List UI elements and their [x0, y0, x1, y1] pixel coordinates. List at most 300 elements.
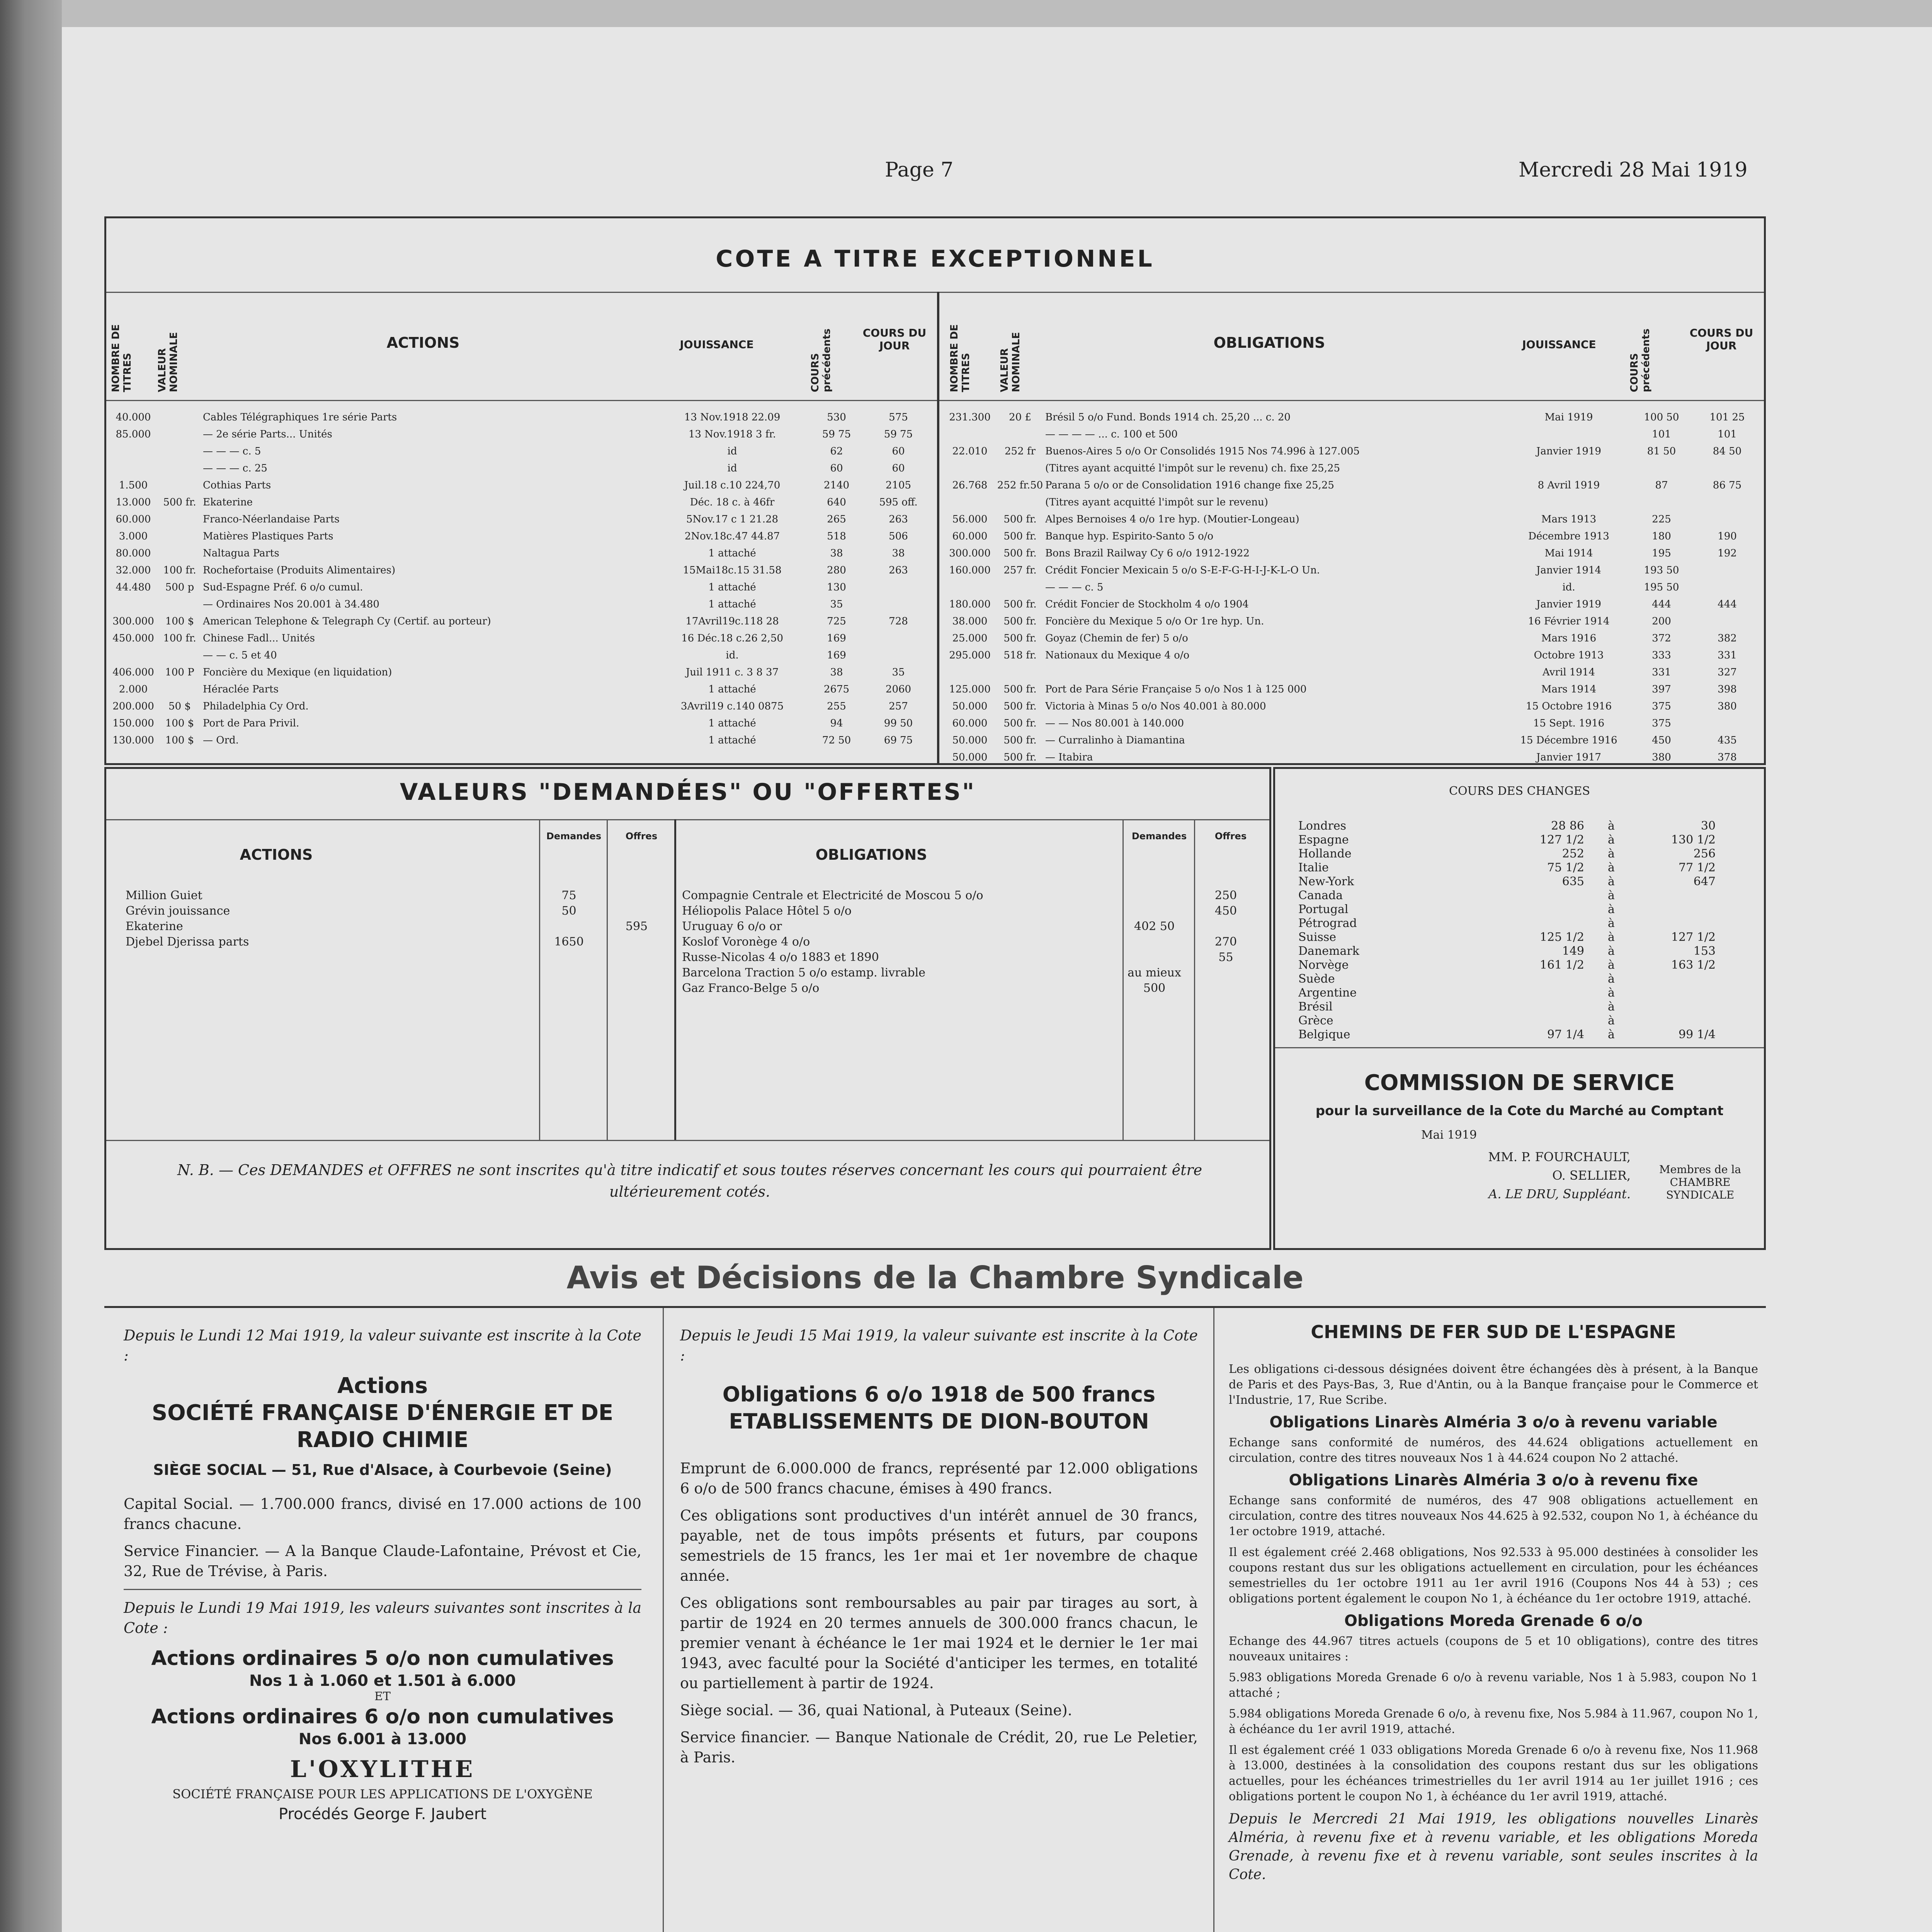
- header-cours-precedents: COURS précédents: [810, 328, 833, 392]
- oblig-cell: 450: [1652, 735, 1671, 746]
- dem-oblig-row: [682, 951, 1265, 966]
- demandes-actions-head: ACTIONS: [240, 846, 313, 863]
- change-row: [1298, 958, 1743, 972]
- action-cell: 257: [889, 701, 908, 712]
- commission-title: COMMISSION DE SERVICE: [1364, 1070, 1675, 1095]
- change-row: [1298, 1014, 1743, 1028]
- oblig-cell: 101: [1652, 429, 1671, 440]
- oblig-cell: 380: [1718, 701, 1737, 712]
- change-a: à: [1608, 1014, 1615, 1027]
- action-cell: 265: [827, 514, 846, 525]
- change-high: 153: [1693, 944, 1716, 958]
- dem-oblig-name: Barcelona Traction 5 o/o estamp. livrable: [682, 966, 925, 980]
- oblig-row: [945, 650, 1764, 667]
- dem-action-name: Ekaterine: [126, 920, 183, 933]
- dion-siege: Siège social. — 36, quai National, à Puteaux (Seine).: [680, 1702, 1072, 1719]
- action-cell: 1.500: [119, 480, 148, 491]
- change-a: à: [1608, 1028, 1615, 1041]
- oblig-cell: Mai 1919: [1544, 412, 1593, 423]
- oblig-cell: 15 Décembre 1916: [1520, 735, 1617, 746]
- action-cell: 60: [892, 446, 905, 457]
- action-cell: Juil.18 c.10 224,70: [684, 480, 781, 491]
- oblig-cell: 180.000: [949, 599, 991, 610]
- oblig-cell: 60.000: [952, 531, 988, 542]
- change-low: 635: [1562, 875, 1584, 888]
- oblig-cell: Mars 1916: [1541, 633, 1597, 644]
- demandes-col-offres: Offres: [625, 831, 658, 842]
- action-cell: 100 fr.: [163, 565, 196, 576]
- action-row: [110, 633, 933, 650]
- chemins-p4: Il est également créé 2.468 obligations, Nos 92.533 à 95.000 destinées à consolider les coupons restant dus sur les obligations actuellement en circulation, pour les échéances semestrielles du 1er octobre 1911 au 1er avril 1916 (Coupons Nos 44 à 53) ; ces obligations portent également le coupon No 1, à échéance du 1er octobre 1919, attaché.: [1229, 1546, 1758, 1605]
- change-row: [1298, 833, 1743, 847]
- oblig-cell: 15 Octobre 1916: [1526, 701, 1612, 712]
- action-cell: 1 attaché: [708, 735, 756, 746]
- action-cell: 62: [830, 446, 843, 457]
- change-row: [1298, 986, 1743, 1000]
- action-cell: 35: [830, 599, 843, 610]
- action-cell: 16 Déc.18 c.26 2,50: [681, 633, 783, 644]
- action-cell: id: [727, 463, 737, 474]
- dem-oblig-name: Compagnie Centrale et Electricité de Moscou 5 o/o: [682, 889, 983, 902]
- action-cell: 406.000: [112, 667, 154, 678]
- action-cell: 200.000: [112, 701, 154, 712]
- dem-oblig-demande: au mieux: [1128, 966, 1181, 980]
- action-cell: 60: [892, 463, 905, 474]
- change-a: à: [1608, 819, 1615, 833]
- dem-action-row: [126, 935, 674, 951]
- change-a: à: [1608, 930, 1615, 944]
- action-cell: 2.000: [119, 684, 148, 695]
- energie-siege: SIÈGE SOCIAL — 51, Rue d'Alsace, à Courbevoie (Seine): [153, 1461, 612, 1478]
- oblig-cell: 378: [1718, 752, 1737, 763]
- change-row: [1298, 847, 1743, 861]
- oblig-cell: Victoria à Minas 5 o/o Nos 40.001 à 80.000: [1045, 701, 1266, 712]
- action-cell: 100 $: [165, 616, 194, 627]
- action-cell: 5Nov.17 c 1 21.28: [686, 514, 779, 525]
- oblig-cell: Mars 1914: [1541, 684, 1597, 695]
- cote-title: COTE A TITRE EXCEPTIONNEL: [716, 245, 1155, 272]
- dion-head2: ETABLISSEMENTS DE DION-BOUTON: [729, 1409, 1149, 1434]
- demandes-actions-list: [126, 889, 674, 951]
- oblig-cell: — — — c. 5: [1045, 582, 1104, 593]
- action-cell: 40.000: [116, 412, 151, 423]
- action-cell: Franco-Néerlandaise Parts: [203, 514, 340, 525]
- oblig-cell: 252 fr.50: [997, 480, 1043, 491]
- action-cell: Naltagua Parts: [203, 548, 279, 559]
- action-cell: 32.000: [116, 565, 151, 576]
- oblig-cell: 50.000: [952, 752, 988, 763]
- header-cours-jour: COURS DU JOUR: [862, 327, 927, 352]
- demandes-box: [104, 767, 1271, 1250]
- oblig-row: [945, 735, 1764, 752]
- energie-service: Service Financier. — A la Banque Claude-Lafontaine, Prévost et Cie, 32, Rue de Trévise, à Paris.: [124, 1543, 641, 1580]
- page-date: Mercredi 28 Mai 1919: [1519, 158, 1748, 182]
- action-cell: 150.000: [112, 718, 154, 729]
- change-low: 127 1/2: [1539, 833, 1584, 847]
- action-cell: 50 $: [168, 701, 191, 712]
- dem-action-name: Grévin jouissance: [126, 904, 230, 918]
- action-cell: Ekaterine: [203, 497, 253, 508]
- obligations-table: [945, 412, 1764, 769]
- demandes-oblig-demandes: Demandes: [1131, 831, 1187, 842]
- commission-month: Mai 1919: [1421, 1128, 1477, 1142]
- oxylithe-act1: Actions ordinaires 5 o/o non cumulatives: [151, 1647, 614, 1670]
- oblig-cell: 86 75: [1713, 480, 1742, 491]
- oblig-cell: 84 50: [1713, 446, 1742, 457]
- dem-action-demande: 75: [561, 889, 577, 902]
- oblig-row: [945, 616, 1764, 633]
- oblig-cell: 180: [1652, 531, 1671, 542]
- oblig-cell: 500 fr.: [1003, 548, 1037, 559]
- energie-capital: Capital Social. — 1.700.000 francs, divisé en 17.000 actions de 100 francs chacune.: [124, 1495, 641, 1532]
- avis-col-chemins-de-fer: [1229, 1321, 1758, 1891]
- oblig-cell: Janvier 1914: [1536, 565, 1601, 576]
- action-cell: 500 fr.: [163, 497, 196, 508]
- action-row: [110, 429, 933, 446]
- chemins-p8: Il est également créé 1 033 obligations Moreda Grenade 6 o/o à revenu fixe, Nos 11.968 à 13.000, destinées à la consolidation des coupons restant dus sur les obligations actuelles, pour les échéances trimestrielles du 1er avril 1914 au 1er juillet 1916 ; ces obligations portent le coupon No 1, à échéance du 1er avril 1919, attaché.: [1229, 1743, 1758, 1803]
- action-row: [110, 514, 933, 531]
- action-row: [110, 701, 933, 718]
- change-country: Espagne: [1298, 833, 1349, 847]
- action-cell: Port de Para Privil.: [203, 718, 299, 729]
- action-cell: 3Avril19 c.140 0875: [680, 701, 784, 712]
- dem-action-row: [126, 920, 674, 935]
- action-row: [110, 684, 933, 701]
- oblig-cell: 22.010: [952, 446, 988, 457]
- change-row: [1298, 917, 1743, 930]
- oblig-cell: 500 fr.: [1003, 684, 1037, 695]
- oxylithe-name: L'OXYLITHE: [290, 1756, 475, 1783]
- change-high: 77 1/2: [1679, 861, 1716, 874]
- oxylithe-et: ET: [374, 1690, 391, 1703]
- dem-oblig-offre: 250: [1214, 889, 1237, 902]
- oblig-cell: Crédit Foncier Mexicain 5 o/o S-E-F-G-H-I-J-K-L-O Un.: [1045, 565, 1320, 576]
- change-low: 252: [1562, 847, 1584, 861]
- oblig-row: [945, 531, 1764, 548]
- change-country: Pétrograd: [1298, 917, 1357, 930]
- dem-action-row: [126, 904, 674, 920]
- change-high: 256: [1693, 847, 1716, 861]
- action-cell: 300.000: [112, 616, 154, 627]
- oblig-cell: 16 Février 1914: [1528, 616, 1610, 627]
- oblig-row: [945, 582, 1764, 599]
- dion-p3: Ces obligations sont remboursables au pair par tirages au sort, à partir de 1924 en 20 termes annuels de 300.000 francs chacun, le premier venant à échéance le 1er mai 1924 et le dernier le 1er mai 1943, avec faculté pour la Société d'anticiper les termes, en totalité ou partiellement à partir de 1924.: [680, 1594, 1198, 1692]
- action-cell: 2060: [885, 684, 912, 695]
- action-row: [110, 531, 933, 548]
- action-cell: 69 75: [884, 735, 913, 746]
- change-row: [1298, 903, 1743, 917]
- change-a: à: [1608, 917, 1615, 930]
- change-country: Belgique: [1298, 1028, 1350, 1041]
- oblig-cell: 382: [1718, 633, 1737, 644]
- dem-oblig-row: [682, 966, 1265, 981]
- oblig-row: [945, 684, 1764, 701]
- oblig-row: [945, 718, 1764, 735]
- action-cell: 500 p: [165, 582, 194, 593]
- dem-oblig-offre: 450: [1214, 904, 1237, 918]
- chemins-h3: Obligations Moreda Grenade 6 o/o: [1344, 1612, 1643, 1630]
- demandes-note: N. B. — Ces DEMANDES et OFFRES ne sont inscrites qu'à titre indicatif et sous toutes réserves concernant les cours qui pourraient être ultérieurement cotés.: [177, 1162, 1202, 1200]
- chemins-p5: Echange des 44.967 titres actuels (coupons de 5 et 10 obligations), contre des titres nouveaux unitaires :: [1229, 1634, 1758, 1663]
- change-country: Norvège: [1298, 958, 1349, 972]
- action-cell: — Ord.: [203, 735, 239, 746]
- action-cell: 100 $: [165, 718, 194, 729]
- action-cell: 38: [892, 548, 905, 559]
- commission-subtitle: pour la surveillance de la Cote du Marché au Comptant: [1315, 1103, 1724, 1119]
- oblig-cell: Alpes Bernoises 4 o/o 1re hyp. (Moutier-Longeau): [1045, 514, 1299, 525]
- oblig-row: [945, 548, 1764, 565]
- action-cell: Juil 1911 c. 3 8 37: [685, 667, 779, 678]
- oblig-cell: Bons Brazil Railway Cy 6 o/o 1912-1922: [1045, 548, 1250, 559]
- dem-action-demande: 50: [561, 904, 577, 918]
- oblig-cell: 375: [1652, 701, 1671, 712]
- change-a: à: [1608, 903, 1615, 916]
- action-cell: 1 attaché: [708, 718, 756, 729]
- dem-oblig-demande: 402 50: [1134, 920, 1175, 933]
- action-cell: — — — c. 5: [203, 446, 261, 457]
- dion-service: Service financier. — Banque Nationale de Crédit, 20, rue Le Peletier, à Paris.: [680, 1729, 1198, 1766]
- action-cell: Sud-Espagne Préf. 6 o/o cumul.: [203, 582, 363, 593]
- oblig-cell: 26.768: [952, 480, 988, 491]
- oblig-cell: 257 fr.: [1003, 565, 1037, 576]
- change-high: 30: [1701, 819, 1716, 833]
- energie-head2: SOCIÉTÉ FRANÇAISE D'ÉNERGIE ET DE RADIO CHIMIE: [151, 1400, 614, 1452]
- oblig-row: [945, 497, 1764, 514]
- action-cell: 38: [830, 548, 843, 559]
- action-cell: 640: [827, 497, 846, 508]
- oxylithe-act2: Actions ordinaires 6 o/o non cumulatives: [151, 1705, 614, 1728]
- oblig-cell: Octobre 1913: [1534, 650, 1604, 661]
- action-cell: — — c. 5 et 40: [203, 650, 277, 661]
- dem-action-name: Djebel Djerissa parts: [126, 935, 249, 949]
- action-cell: 3.000: [119, 531, 148, 542]
- change-row: [1298, 944, 1743, 958]
- change-a: à: [1608, 944, 1615, 958]
- action-row: [110, 616, 933, 633]
- changes-title: COURS DES CHANGES: [1449, 784, 1590, 798]
- dem-oblig-row: [682, 935, 1265, 951]
- change-a: à: [1608, 972, 1615, 986]
- oblig-cell: 500 fr.: [1003, 633, 1037, 644]
- action-cell: — 2e série Parts... Unités: [203, 429, 332, 440]
- header-obligations: OBLIGATIONS: [1213, 334, 1325, 351]
- oblig-cell: 87: [1655, 480, 1668, 491]
- oblig-row: [945, 633, 1764, 650]
- change-row: [1298, 930, 1743, 944]
- action-cell: 1 attaché: [708, 582, 756, 593]
- header-jouissance: JOUISSANCE: [680, 338, 754, 351]
- header-oblig-jouissance: JOUISSANCE: [1522, 338, 1596, 351]
- dion-head1: Obligations 6 o/o 1918 de 500 francs: [722, 1382, 1156, 1406]
- oblig-row: [945, 429, 1764, 446]
- oblig-cell: 444: [1652, 599, 1671, 610]
- oblig-row: [945, 463, 1764, 480]
- chemins-h2: Obligations Linarès Alméria 3 o/o à revenu fixe: [1289, 1471, 1698, 1489]
- oblig-cell: 8 Avril 1919: [1537, 480, 1600, 491]
- avis-section: [104, 1260, 1766, 1932]
- oblig-cell: 397: [1652, 684, 1671, 695]
- header-oblig-cours-prec: COURS précédents: [1629, 328, 1652, 392]
- action-cell: 1 attaché: [708, 599, 756, 610]
- dem-oblig-demande: 500: [1143, 981, 1166, 995]
- action-cell: 595 off.: [879, 497, 918, 508]
- change-low: 125 1/2: [1539, 930, 1584, 944]
- oblig-cell: Janvier 1917: [1536, 752, 1601, 763]
- oblig-cell: 444: [1718, 599, 1737, 610]
- oblig-cell: — — — — ... c. 100 et 500: [1045, 429, 1178, 440]
- action-row: [110, 497, 933, 514]
- change-a: à: [1608, 861, 1615, 874]
- action-cell: 100 $: [165, 735, 194, 746]
- action-cell: 280: [827, 565, 846, 576]
- dem-oblig-row: [682, 889, 1265, 904]
- oblig-row: [945, 599, 1764, 616]
- action-row: [110, 735, 933, 752]
- oblig-row: [945, 446, 1764, 463]
- oblig-cell: 225: [1652, 514, 1671, 525]
- dem-action-row: [126, 889, 674, 904]
- action-cell: 506: [889, 531, 908, 542]
- oblig-cell: 500 fr.: [1003, 752, 1037, 763]
- action-cell: 530: [827, 412, 846, 423]
- oblig-cell: — Curralinho à Diamantina: [1045, 735, 1185, 746]
- oblig-cell: 252 fr: [1005, 446, 1036, 457]
- demandes-oblig-head: OBLIGATIONS: [815, 846, 927, 863]
- demandes-title: VALEURS "DEMANDÉES" OU "OFFERTES": [400, 779, 976, 806]
- avis-col-energie: [124, 1325, 641, 1823]
- oblig-cell: 60.000: [952, 718, 988, 729]
- change-country: Hollande: [1298, 847, 1352, 861]
- action-cell: 13.000: [116, 497, 151, 508]
- cote-exceptionnel-box: [104, 216, 1766, 765]
- change-country: Londres: [1298, 819, 1346, 833]
- oblig-cell: 101 25: [1709, 412, 1745, 423]
- oblig-cell: Janvier 1919: [1536, 446, 1601, 457]
- demandes-col-demandes: Demandes: [546, 831, 602, 842]
- oblig-cell: 295.000: [949, 650, 991, 661]
- energie-intro: Depuis le Lundi 12 Mai 1919, la valeur suivante est inscrite à la Cote :: [124, 1327, 641, 1364]
- dem-oblig-row: [682, 904, 1265, 920]
- action-row: [110, 718, 933, 735]
- change-country: Brésil: [1298, 1000, 1333, 1014]
- book-binding: [0, 0, 62, 1932]
- change-country: Suisse: [1298, 930, 1337, 944]
- oblig-cell: 518 fr.: [1003, 650, 1037, 661]
- oblig-cell: 327: [1718, 667, 1737, 678]
- oblig-row: [945, 480, 1764, 497]
- action-cell: 263: [889, 565, 908, 576]
- action-cell: 255: [827, 701, 846, 712]
- header-oblig-valeur: VALEUR NOMINALE: [999, 332, 1022, 392]
- change-row: [1298, 861, 1743, 875]
- oblig-cell: Crédit Foncier de Stockholm 4 o/o 1904: [1045, 599, 1249, 610]
- member-1: MM. P. FOURCHAULT,: [1488, 1150, 1631, 1164]
- member-3: A. LE DRU, Suppléant.: [1488, 1187, 1631, 1201]
- change-row: [1298, 1000, 1743, 1014]
- action-cell: id.: [726, 650, 739, 661]
- change-a: à: [1608, 833, 1615, 847]
- chemins-p1: Les obligations ci-dessous désignées doivent être échangées dès à présent, à la Banque de Paris et des Pays-Bas, 3, Rue d'Antin, ou à la Banque française pour le Commerce et l'Industrie, 17, Rue Scribe.: [1229, 1362, 1758, 1407]
- change-a: à: [1608, 958, 1615, 972]
- change-row: [1298, 819, 1743, 833]
- chemins-p7: 5.984 obligations Moreda Grenade 6 o/o, à revenu fixe, Nos 5.984 à 11.967, coupon No 1, à échéance du 1er avril 1919, attaché.: [1229, 1707, 1758, 1736]
- action-cell: 38: [830, 667, 843, 678]
- action-cell: 728: [889, 616, 908, 627]
- oblig-cell: 193 50: [1644, 565, 1679, 576]
- avis-col-dion-bouton: [680, 1325, 1198, 1774]
- action-cell: Rochefortaise (Produits Alimentaires): [203, 565, 396, 576]
- header-oblig-nombre: NOMBRE DE TITRES: [949, 324, 972, 392]
- action-cell: 2675: [823, 684, 850, 695]
- commission-role: Membres de la CHAMBRE SYNDICALE: [1659, 1163, 1741, 1201]
- oblig-cell: Parana 5 o/o or de Consolidation 1916 change fixe 25,25: [1045, 480, 1334, 491]
- oblig-cell: 81 50: [1647, 446, 1676, 457]
- oblig-cell: 195: [1652, 548, 1671, 559]
- oblig-cell: Buenos-Aires 5 o/o Or Consolidés 1915 Nos 74.996 à 127.005: [1045, 446, 1360, 457]
- change-a: à: [1608, 1000, 1615, 1014]
- oblig-cell: 500 fr.: [1003, 514, 1037, 525]
- action-cell: 575: [889, 412, 908, 423]
- oblig-cell: 500 fr.: [1003, 599, 1037, 610]
- action-row: [110, 412, 933, 429]
- action-cell: 100 fr.: [163, 633, 196, 644]
- change-country: Suède: [1298, 972, 1335, 986]
- action-cell: 518: [827, 531, 846, 542]
- action-cell: 59 75: [822, 429, 851, 440]
- action-cell: 725: [827, 616, 846, 627]
- oxylithe-sub: SOCIÉTÉ FRANÇAISE POUR LES APPLICATIONS DE L'OXYGÈNE: [172, 1787, 593, 1801]
- dem-oblig-name: Uruguay 6 o/o or: [682, 920, 782, 933]
- actions-table: [110, 412, 933, 752]
- action-cell: Chinese Fadl... Unités: [203, 633, 315, 644]
- oblig-row: [945, 752, 1764, 769]
- action-cell: 59 75: [884, 429, 913, 440]
- oblig-cell: 500 fr.: [1003, 616, 1037, 627]
- oblig-cell: — — Nos 80.001 à 140.000: [1045, 718, 1184, 729]
- oxylithe-intro: Depuis le Lundi 19 Mai 1919, les valeurs suivantes sont inscrites à la Cote :: [124, 1599, 641, 1636]
- change-country: Argentine: [1298, 986, 1357, 1000]
- oblig-cell: 333: [1652, 650, 1671, 661]
- change-row: [1298, 972, 1743, 986]
- action-cell: 450.000: [112, 633, 154, 644]
- action-cell: 44.480: [116, 582, 151, 593]
- change-country: Canada: [1298, 889, 1343, 902]
- oblig-cell: 380: [1652, 752, 1671, 763]
- demandes-oblig-offres: Offres: [1214, 831, 1247, 842]
- oblig-row: [945, 565, 1764, 582]
- action-cell: 35: [892, 667, 905, 678]
- dem-action-offre: 595: [625, 920, 648, 933]
- change-low: 75 1/2: [1547, 861, 1584, 874]
- action-cell: American Telephone & Telegraph Cy (Certif. au porteur): [203, 616, 491, 627]
- oblig-cell: Avril 1914: [1543, 667, 1595, 678]
- dem-oblig-row: [682, 920, 1265, 935]
- oblig-cell: 38.000: [952, 616, 988, 627]
- action-row: [110, 463, 933, 480]
- oblig-cell: 500 fr.: [1003, 531, 1037, 542]
- oblig-cell: 160.000: [949, 565, 991, 576]
- oblig-cell: 50.000: [952, 735, 988, 746]
- change-country: Grèce: [1298, 1014, 1333, 1027]
- action-cell: 263: [889, 514, 908, 525]
- dem-oblig-name: Gaz Franco-Belge 5 o/o: [682, 981, 820, 995]
- chemins-title: CHEMINS DE FER SUD DE L'ESPAGNE: [1311, 1321, 1676, 1342]
- avis-title: Avis et Décisions de la Chambre Syndicale: [566, 1260, 1304, 1296]
- oxylithe-act2-numbers: Nos 6.001 à 13.000: [298, 1730, 467, 1748]
- chemins-p6: 5.983 obligations Moreda Grenade 6 o/o à revenu variable, Nos 1 à 5.983, coupon No 1 attaché ;: [1229, 1671, 1758, 1700]
- dem-oblig-name: Koslof Voronège 4 o/o: [682, 935, 810, 949]
- oblig-cell: 50.000: [952, 701, 988, 712]
